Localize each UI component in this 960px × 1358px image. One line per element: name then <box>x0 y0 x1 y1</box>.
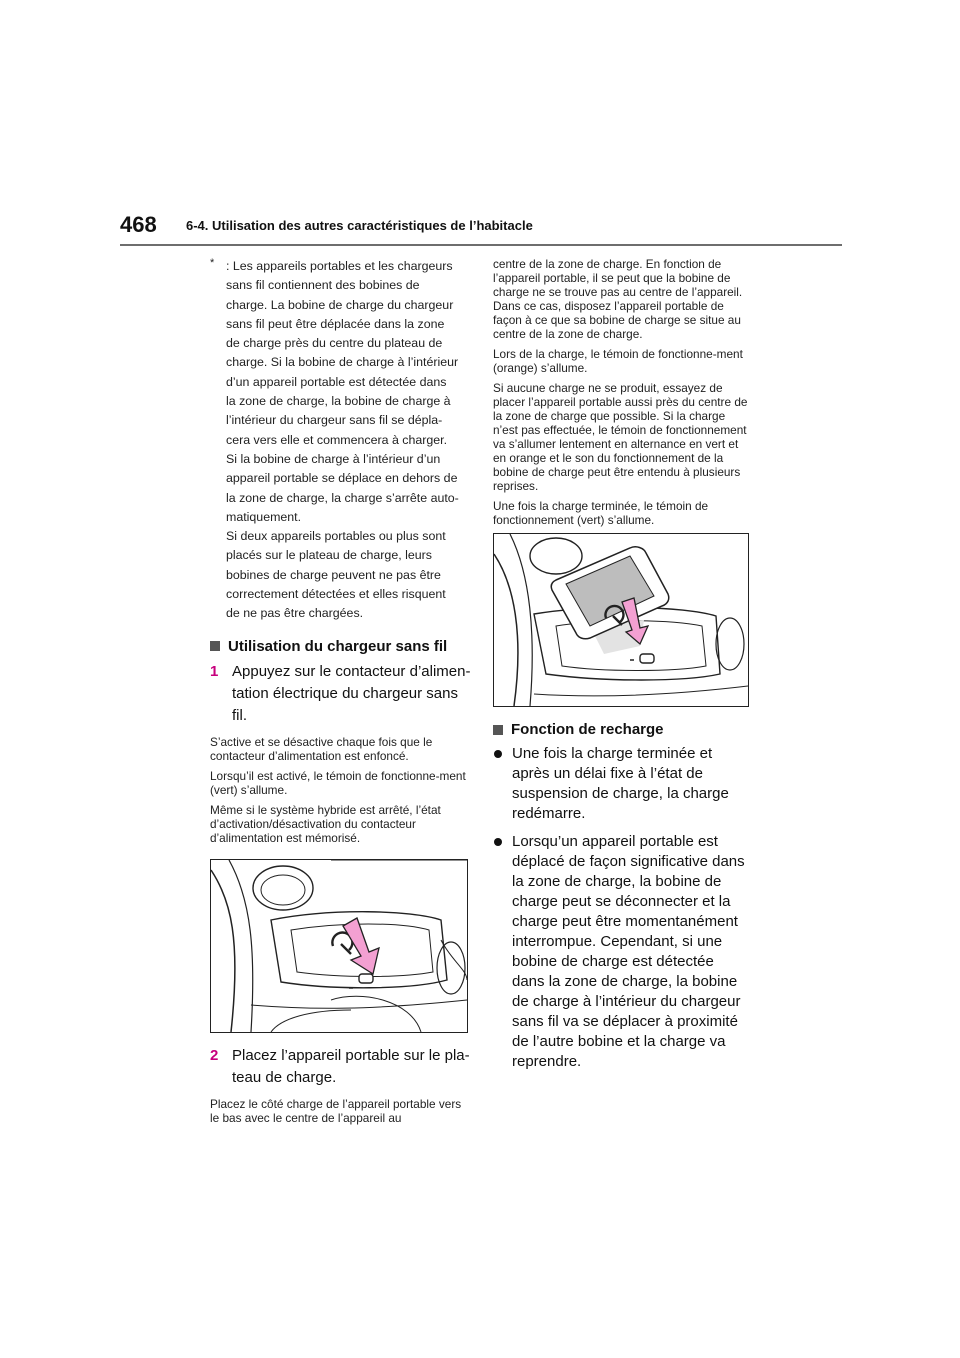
paragraph: Lorsqu’il est activé, le témoin de fonctionne-ment (vert) s’allume. <box>210 768 466 797</box>
square-bullet-icon <box>493 725 503 735</box>
footnote-line: sans fil peut être déplacée dans la zone <box>226 316 445 331</box>
page-header <box>120 212 842 246</box>
paragraph: S’active et se désactive chaque fois que le contacteur d’alimentation est enfoncé. <box>210 734 433 763</box>
right-column <box>493 257 749 1080</box>
bullet-dot-icon <box>494 838 502 846</box>
power-switch-icon <box>359 974 373 983</box>
illustration-power-switch <box>210 859 468 1033</box>
square-bullet-icon <box>210 641 220 651</box>
footnote-line: charge. La bobine de charge du chargeur <box>226 297 454 312</box>
list-item <box>493 832 749 1072</box>
footnote-line: matiquement. <box>226 509 302 524</box>
paragraph: Lors de la charge, le témoin de fonctionne-ment (orange) s’allume. <box>493 347 743 375</box>
footnote-line: la zone de charge, la charge s’arrête auto- <box>226 490 459 505</box>
left-column <box>210 257 472 1131</box>
list-item-text: Lorsqu’un appareil portable est déplacé de façon significative dans la zone de charge, la bobine de charge peut se déconnecter et la charge peut être momentanément interrompue. Cependant, si une bobine de charge est détectée dans la zone de charge, la bobine de charge à l’intérieur du chargeur sans fil va se déplacer à proximité de l’autre bobine et la charge va reprendre. <box>512 833 745 1070</box>
step-number: 1 <box>210 662 219 680</box>
list-item <box>493 744 749 824</box>
paragraph: Placez le côté charge de l’appareil portable vers le bas avec le centre de l’appareil au <box>210 1096 462 1125</box>
page-number: 468 <box>120 212 157 237</box>
power-switch-icon <box>640 654 654 663</box>
paragraph: Même si le système hybride est arrêté, l’état d’activation/désactivation du contacteur d’alimentation est mémorisé. <box>210 802 441 845</box>
section-heading-text: Fonction de recharge <box>511 721 664 738</box>
section-heading-wireless-charger <box>210 638 472 655</box>
paragraph: Une fois la charge terminée, le témoin de fonctionnement (vert) s’allume. <box>493 499 709 527</box>
footnote-line: correctement détectées et elles risquent <box>226 587 446 602</box>
bullet-dot-icon <box>494 750 502 758</box>
section-heading-text: Utilisation du chargeur sans fil <box>228 637 448 655</box>
footnote-line: d’un appareil portable est détectée dans <box>226 374 447 389</box>
footnote-line: la zone de charge, la bobine de charge à <box>226 394 451 409</box>
step-2 <box>210 1045 472 1089</box>
paragraph: Si aucune charge ne se produit, essayez de placer l’appareil portable aussi près du centre de la zone de charge que possible. Si la charge n’est pas effectuée, le témoin de fonctionnement va s’allumer lentement en alternance en vert et en orange et le son du fonctionnement de la bobine de charge peut être entendu à plusieurs reprises. <box>493 381 748 493</box>
smartphone-icon <box>551 547 669 639</box>
footnote-line: bobines de charge peuvent ne pas être <box>226 567 441 582</box>
step-1 <box>210 661 472 727</box>
list-item-text: Une fois la charge terminée et après un délai fixe à l’état de suspension de charge, la charge redémarre. <box>512 745 729 822</box>
paragraph: centre de la zone de charge. En fonction de l’appareil portable, il se peut que la bobine de charge ne se trouve pas au centre de l’appareil. Dans ce cas, disposez l’appareil portable de façon à ce que sa bobine de charge se situe au centre de la zone de charge. <box>493 257 743 341</box>
footnote-line: appareil portable se déplace en dehors de <box>226 471 458 486</box>
section-title: 6-4. Utilisation des autres caractéristiques de l’habitacle <box>186 218 533 233</box>
footnote-line: : Les appareils portables et les chargeurs <box>226 259 453 273</box>
section-heading-recharge <box>493 721 749 738</box>
step-text: Appuyez sur le contacteur d’alimen-tation électrique du chargeur sans fil. <box>232 662 471 724</box>
step-number: 2 <box>210 1046 219 1064</box>
header-rule <box>120 244 842 246</box>
press-arrow-icon <box>343 918 379 974</box>
footnote-line: de charge près du centre du plateau de <box>226 336 443 351</box>
footnote-line: l’intérieur du chargeur sans fil se dépla- <box>226 413 443 428</box>
footnote-line: Si la bobine de charge à l’intérieur d’un <box>226 451 441 466</box>
footnote-marker: * <box>210 257 215 269</box>
footnote-line: Si deux appareils portables ou plus sont <box>226 529 446 544</box>
footnote-line: sans fil contiennent des bobines de <box>226 278 420 293</box>
footnote-line: cera vers elle et commencera à charger. <box>226 432 448 447</box>
step-text: Placez l’appareil portable sur le pla-teau de charge. <box>232 1046 470 1086</box>
illustration-place-device <box>493 533 749 707</box>
footnote-line: de ne pas être chargées. <box>226 606 364 621</box>
footnote <box>210 257 472 624</box>
footnote-line: charge. Si la bobine de charge à l’intérieur <box>226 355 459 370</box>
footnote-line: placés sur le plateau de charge, leurs <box>226 548 432 563</box>
